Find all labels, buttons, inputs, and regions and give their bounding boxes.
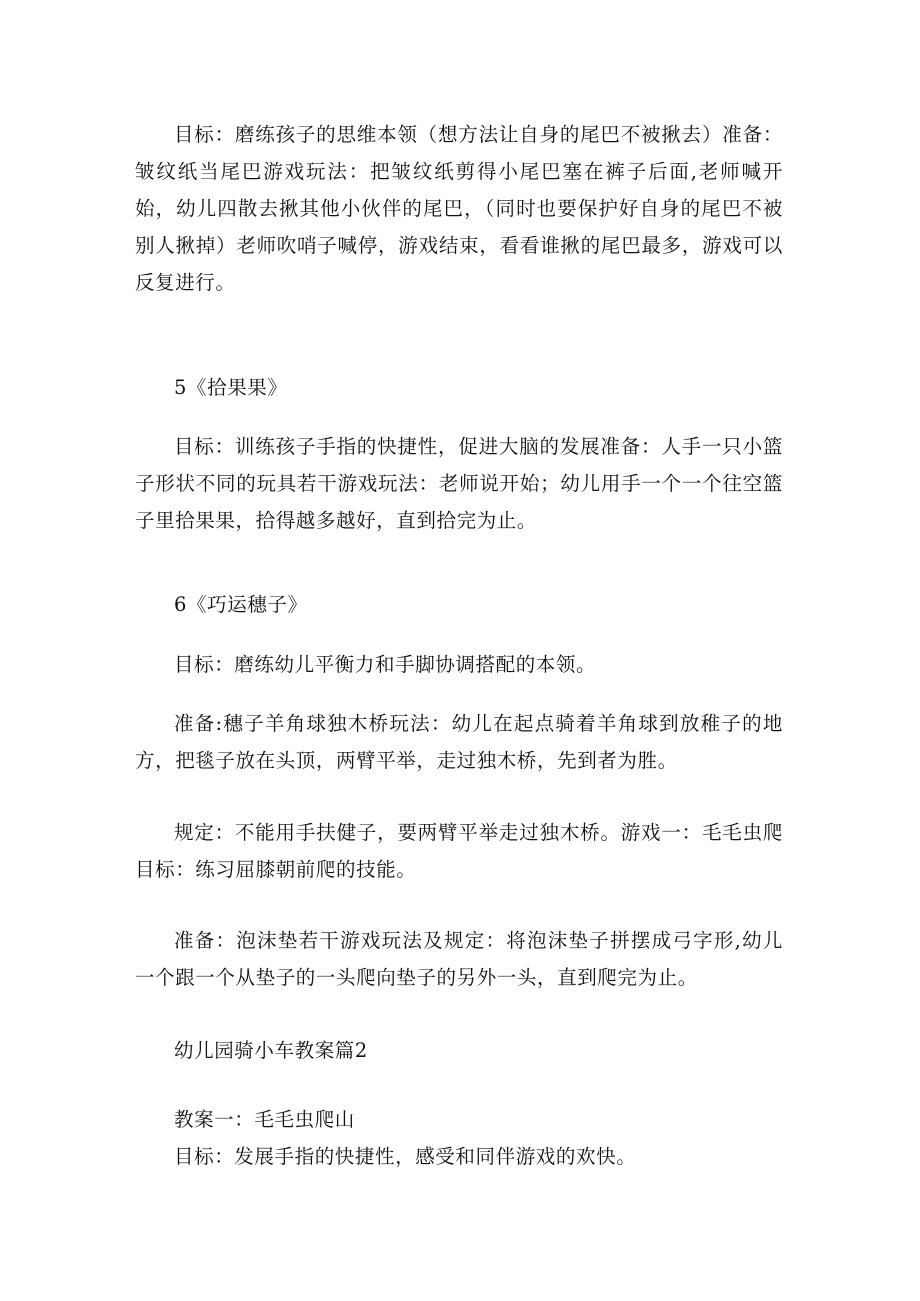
paragraph-balance-goal: 目标：磨练幼儿平衡力和手脚协调搭配的本领。 bbox=[174, 653, 597, 676]
paragraph-pick-fruit: 目标：训练孩子手指的快捷性，促进大脑的发展准备：人手一只小篮子形状不同的玩具若干游戏玩法：老师说开始；幼儿用手一个一个往空篮子里拾果果，拾得越多越好，直到拾完为止。 bbox=[135, 435, 783, 532]
lesson-title-caterpillar: 教案一：毛毛虫爬山 bbox=[174, 1108, 355, 1131]
section-title-lesson-2: 幼儿园骑小车教案篇2 bbox=[174, 1039, 368, 1062]
paragraph-rules-caterpillar: 规定：不能用手扶健子，要两臂平举走过独木桥。游戏一：毛毛虫爬目标：练习屈膝朝前爬的技能。 bbox=[135, 821, 783, 881]
paragraph-balance-prep: 准备:穗子羊角球独木桥玩法：幼儿在起点骑着羊角球到放稚子的地方，把毯子放在头顶，两臂平举，走过独木桥，先到者为胜。 bbox=[135, 712, 783, 772]
paragraph-lesson-goal: 目标：发展手指的快捷性，感受和同伴游戏的欢快。 bbox=[174, 1145, 637, 1168]
paragraph-tail-game: 目标：磨练孩子的思维本领（想方法让自身的尾巴不被揪去）准备：皱纹纸当尾巴游戏玩法：把皱纹纸剪得小尾巴塞在裤子后面,老师喊开始，幼儿四散去揪其他小伙伴的尾巴，（同时也要保护好自身的尾巴不被别人揪掉）老师吹哨子喊停，游戏结束，看看谁揪的尾巴最多，游戏可以反复进行。 bbox=[135, 123, 783, 294]
paragraph-foam-mat: 准备：泡沫垫若干游戏玩法及规定：将泡沫垫子拼摆成弓字形,幼儿一个跟一个从垫子的一头爬向垫子的另外一头，直到爬完为止。 bbox=[135, 929, 783, 989]
heading-pick-fruit: 5《拾果果》 bbox=[174, 376, 288, 399]
heading-carry-shuttlecock: 6《巧运穗子》 bbox=[174, 593, 308, 616]
